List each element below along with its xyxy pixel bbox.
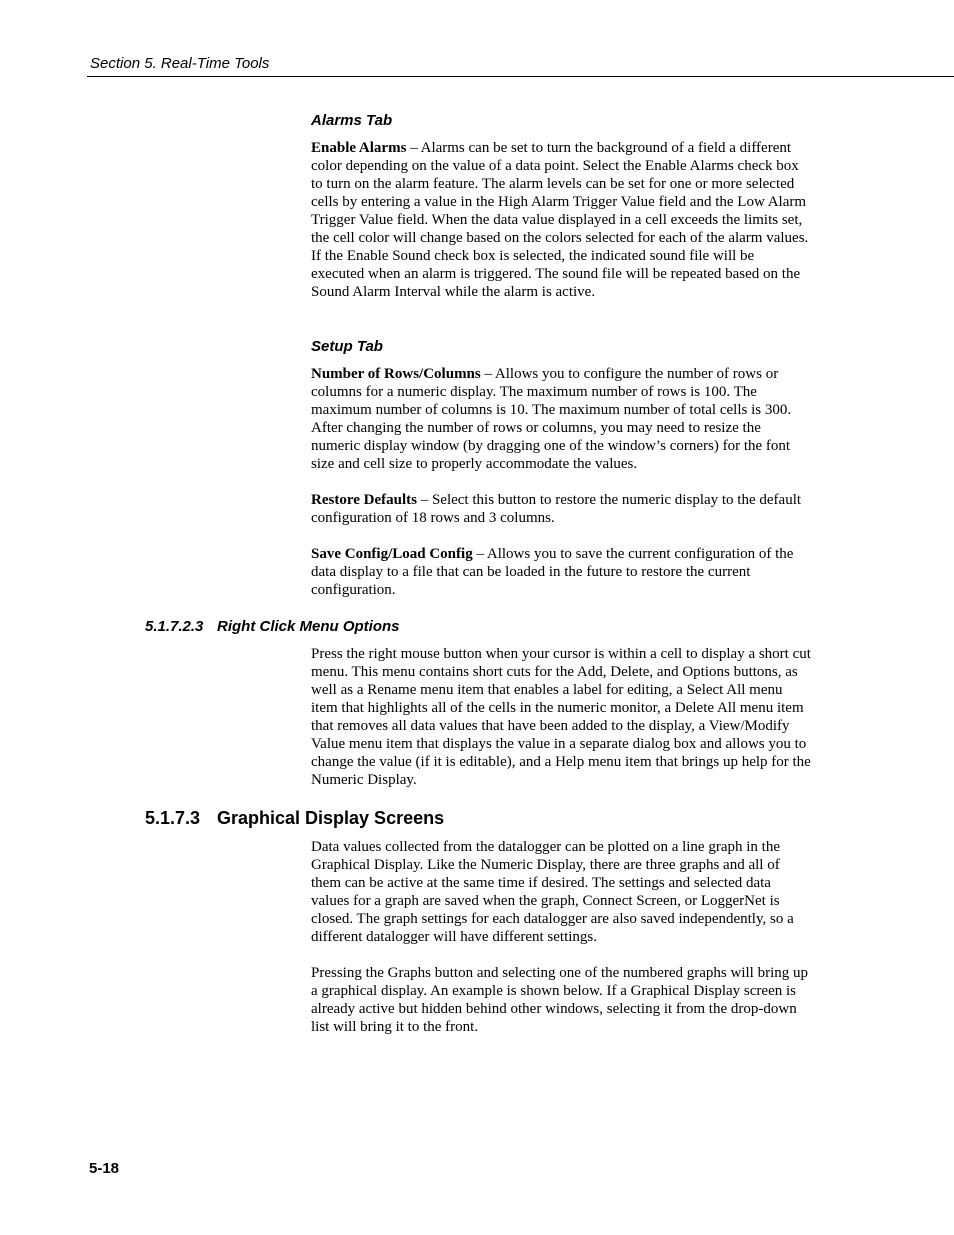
header-rule — [87, 76, 954, 77]
graphical-display-title: Graphical Display Screens — [217, 808, 445, 828]
rows-columns-text: – Allows you to configure the number of rows or columns for a numeric display. The maximum number of rows is 100. The maximum number of columns is 10. The maximum number of total cells is 300. After changing the number of rows or columns, you may need to resize the numeric display window (by dragging one of the window’s corners) for the font size and cell size to properly accommodate the values. — [311, 366, 792, 472]
restore-defaults-term: Restore Defaults — [311, 492, 417, 508]
graphical-paragraph-1: Data values collected from the datalogger can be plotted on a line graph in the Graphical Display. Like the Numeric Display, there are three graphs and all of them can be active at the same time if desired. The settings and selected data values for a graph are saved when the graph, Connect Screen, or LoggerNet is closed. The graph settings for each datalogger are also saved independently, so a different datalogger will have different settings. — [311, 839, 794, 945]
save-load-config-paragraph — [311, 545, 811, 599]
rows-columns-term: Number of Rows/Columns — [311, 366, 481, 382]
right-click-title: Right Click Menu Options — [217, 618, 400, 635]
page-number: 5-18 — [89, 1160, 120, 1177]
right-click-paragraph: Press the right mouse button when your cursor is within a cell to display a short cut menu. This menu contains short cuts for the Add, Delete, and Options buttons, as well as a Rename menu item that enables a label for editing, a Select All menu item that highlights all of the cells in the numeric monitor, a Delete All menu item that removes all data values that have been added to the display, a View/Modify Value menu item that displays the value in a separate dialog box and allows you to change the value (if it is editable), and a Help menu item that brings up help for the Numeric Display. — [311, 646, 811, 788]
right-click-heading — [145, 618, 400, 636]
section-title: Section 5. Real-Time Tools — [90, 55, 270, 72]
restore-defaults-paragraph — [311, 491, 811, 527]
save-load-config-term: Save Config/Load Config — [311, 546, 473, 562]
graphical-paragraph-2: Pressing the Graphs button and selecting one of the numbered graphs will bring up a graphical display. An example is shown below. If a Graphical Display screen is already active but hidden behind other windows, selecting it from the drop-down list will bring it to the front. — [311, 965, 808, 1035]
alarms-tab-heading: Alarms Tab — [311, 112, 393, 129]
save-load-config-text: – Allows you to save the current configuration of the data display to a file that can be loaded in the future to restore the current configuration. — [311, 546, 794, 598]
restore-defaults-text: – Select this button to restore the numeric display to the default configuration of 18 rows and 3 columns. — [311, 492, 802, 526]
enable-alarms-text: – Alarms can be set to turn the background of a field a different color depending on the value of a data point. Select the Enable Alarms check box to turn on the alarm feature. The alarm levels can be set for one or more selected cells by entering a value in the High Alarm Trigger Value field and the Low Alarm Trigger Value field. When the data value displayed in a cell exceeds the limits set, the cell color will change based on the colors selected for each of the alarm values. If the Enable Sound check box is selected, the indicated sound file will be executed when an alarm is triggered. The sound file will be repeated based on the Sound Alarm Interval while the alarm is active. — [311, 140, 809, 300]
graphical-display-heading — [145, 807, 444, 829]
enable-alarms-paragraph — [311, 139, 811, 301]
enable-alarms-term: Enable Alarms — [311, 140, 407, 156]
rows-columns-paragraph — [311, 365, 811, 473]
graphical-display-number: 5.1.7.3 — [145, 808, 201, 828]
right-click-number: 5.1.7.2.3 — [145, 618, 204, 635]
setup-tab-heading: Setup Tab — [311, 338, 383, 355]
